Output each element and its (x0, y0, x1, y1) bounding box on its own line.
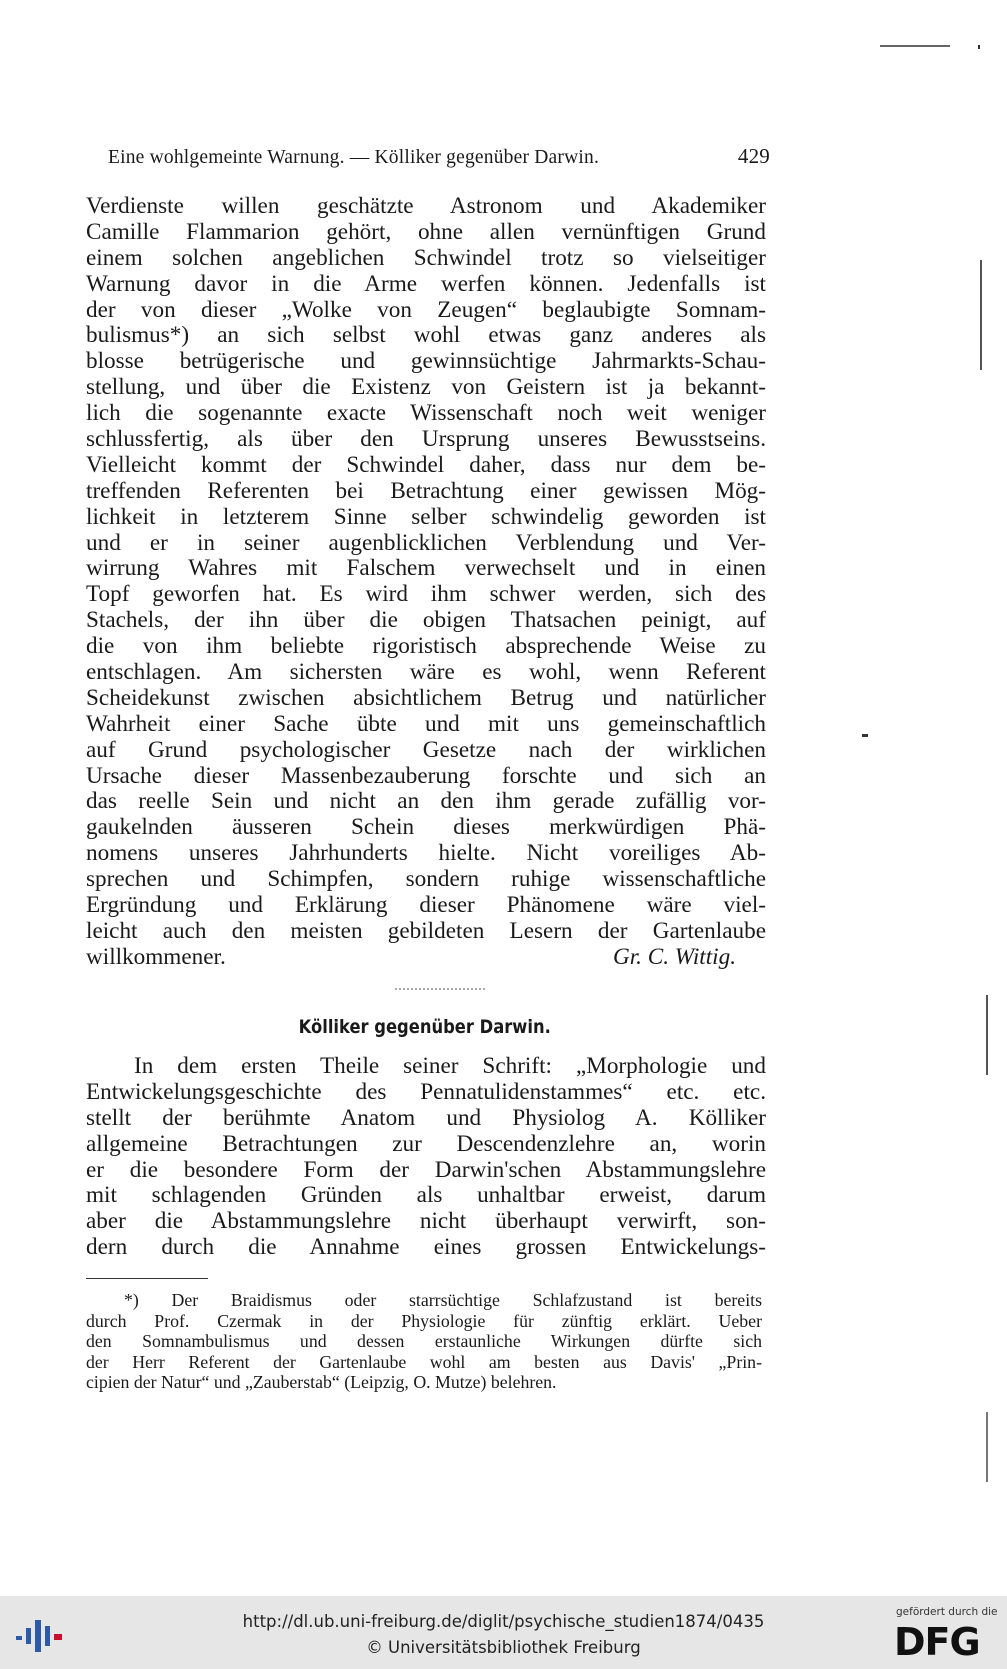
body-text-section-1 (86, 194, 766, 971)
text-line: allgemeine Betrachtungen zur Descendenzlehre an, worin (86, 1131, 766, 1157)
footnote-line: *) Der Braidismus oder starrsüchtige Schlafzustand ist bereits (124, 1290, 762, 1310)
scan-edge-mark (986, 995, 988, 1075)
scan-edge-mark (862, 734, 868, 737)
text-line: lich die sogenannte exacte Wissenschaft noch weit weniger (86, 401, 766, 427)
text-line: nomens unseres Jahrhunderts hielte. Nicht voreiliges Ab- (86, 841, 766, 867)
text-line: schlussfertig, als über den Ursprung unseres Bewusstseins. (86, 427, 766, 453)
text-line: Camille Flammarion gehört, ohne allen vernünftigen Grund (86, 219, 766, 245)
funding-note: gefördert durch die (896, 1606, 998, 1618)
footnote-rule (86, 1278, 208, 1279)
text-line: er die besondere Form der Darwin'schen Abstammungslehre (86, 1157, 766, 1183)
text-line: Topf geworfen hat. Es wird ihm schwer werden, sich des (86, 582, 766, 608)
text-line: blosse betrügerische und gewinnsüchtige Jahrmarkts-Schau- (86, 349, 766, 375)
text-line: die von ihm beliebte rigoristisch absprechende Weise zu (86, 634, 766, 660)
footnote (86, 1290, 762, 1393)
scan-edge-mark (980, 260, 982, 370)
page-number: 429 (737, 144, 770, 168)
text-line: einem solchen angeblichen Schwindel trotz so vielseitiger (86, 245, 766, 271)
footnote-line: den Somnambulismus und dessen erstaunliche Wirkungen dürfte sich (86, 1331, 762, 1352)
closing-line (86, 945, 766, 971)
text-line: auf Grund psychologischer Gesetze nach der wirklichen (86, 737, 766, 763)
text-line: lichkeit in letzterem Sinne selber schwindelig geworden ist (86, 504, 766, 530)
dfg-logo: DFG (894, 1620, 980, 1664)
text-line: Scheidekunst zwischen absichtlichem Betrug und natürlicher (86, 685, 766, 711)
running-head-title: Eine wohlgemeinte Warnung. — Kölliker gegenüber Darwin. (108, 147, 600, 168)
text-line: stellt der berühmte Anatom und Physiolog A. Kölliker (86, 1105, 766, 1131)
text-line: entschlagen. Am sichersten wäre es wohl, wenn Referent (86, 660, 766, 686)
copyright-notice: © Universitätsbibliothek Freiburg (366, 1638, 641, 1657)
scan-edge-mark (978, 45, 980, 49)
text-line: dern durch die Annahme eines grossen Entwickelungs- (86, 1235, 766, 1261)
text-line: wirrung Wahres mit Falschem verwechselt und in einen (86, 556, 766, 582)
text-line: sprechen und Schimpfen, sondern ruhige wissenschaftliche (86, 867, 766, 893)
body-text-section-2 (86, 1054, 766, 1261)
text-line: treffenden Referenten bei Betrachtung einer gewissen Mög- (86, 478, 766, 504)
text-line: stellung, und über die Existenz von Geistern ist ja bekannt- (86, 375, 766, 401)
text-line: Warnung davor in die Arme werfen können. Jedenfalls ist (86, 271, 766, 297)
section-divider-ornament (395, 988, 485, 994)
text-line: gaukelnden äusseren Schein dieses merkwürdigen Phä- (86, 815, 766, 841)
text-line: Wahrheit einer Sache übte und mit uns gemeinschaftlich (86, 711, 766, 737)
footer-bar (0, 1596, 1007, 1669)
text-line: Ursache dieser Massenbezauberung forschte und sich an (86, 763, 766, 789)
footnote-line: der Herr Referent der Gartenlaube wohl am besten aus Davis' „Prin- (86, 1351, 762, 1372)
author-signature: Gr. C. Wittig. (612, 943, 736, 970)
permalink-url[interactable]: http://dl.ub.uni-freiburg.de/diglit/psychische_studien1874/0435 (242, 1612, 765, 1631)
text-line: Stachels, der ihn über die obigen Thatsachen peinigt, auf (86, 608, 766, 634)
closing-word: willkommener. (86, 943, 226, 970)
text-line: In dem ersten Theile seiner Schrift: „Morphologie und (134, 1054, 766, 1079)
text-line: das reelle Sein und nicht an den ihm gerade zufällig vor- (86, 789, 766, 815)
section-heading: Kölliker gegenüber Darwin. (298, 1016, 551, 1038)
running-head (108, 144, 770, 169)
text-line: Vielleicht kommt der Schwindel daher, dass nur dem be- (86, 452, 766, 478)
scan-edge-mark (986, 1412, 988, 1482)
text-line: der von dieser „Wolke von Zeugen“ beglaubigte Somnam- (86, 297, 766, 323)
scan-edge-mark (880, 45, 950, 47)
text-line: und er in seiner augenblicklichen Verblendung und Ver- (86, 530, 766, 556)
text-line: Verdienste willen geschätzte Astronom und Akademiker (86, 194, 766, 219)
text-line: leicht auch den meisten gebildeten Lesern der Gartenlaube (86, 918, 766, 944)
text-line: Entwickelungsgeschichte des Pennatulidenstammes“ etc. etc. (86, 1079, 766, 1105)
text-line: Ergründung und Erklärung dieser Phänomene wäre viel- (86, 893, 766, 919)
footnote-line: durch Prof. Czermak in der Physiologie für zünftig erklärt. Ueber (86, 1310, 762, 1331)
footnote-line: cipien der Natur“ und „Zauberstab“ (Leipzig, O. Mutze) belehren. (86, 1372, 557, 1393)
text-line: bulismus*) an sich selbst wohl etwas ganz anderes als (86, 323, 766, 349)
text-line: mit schlagenden Gründen als unhaltbar erweist, darum (86, 1183, 766, 1209)
text-line: aber die Abstammungslehre nicht überhaupt verwirft, son- (86, 1209, 766, 1235)
